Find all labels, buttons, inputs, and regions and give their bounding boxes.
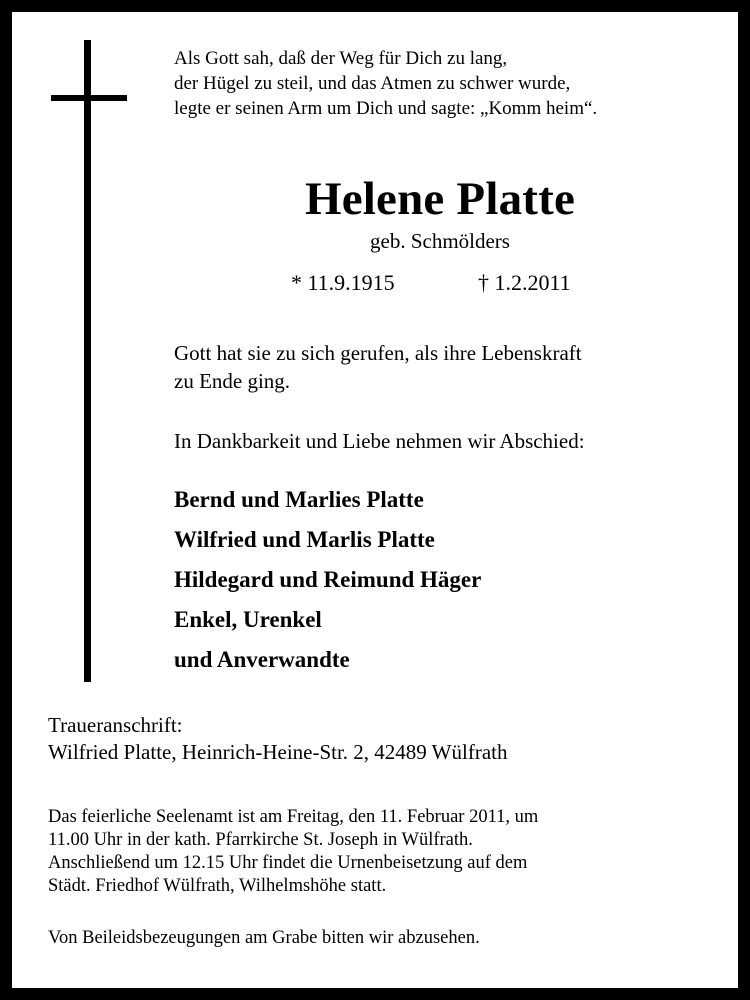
poem <box>174 46 714 121</box>
farewell-line: In Dankbarkeit und Liebe nehmen wir Abschied: <box>174 429 585 453</box>
cross-vertical-bar <box>84 40 91 682</box>
poem-line: legte er seinen Arm um Dich und sagte: „Komm heim“. <box>174 98 598 119</box>
birth-name: geb. Schmölders <box>370 229 510 253</box>
mourners-list <box>174 480 481 680</box>
mourner-entry: und Anverwandte <box>174 647 350 672</box>
service-line: Städt. Friedhof Wülfrath, Wilhelmshöhe statt. <box>48 876 387 896</box>
memorial-message <box>174 339 714 395</box>
mourning-address <box>48 712 507 766</box>
death-date: † 1.2.2011 <box>478 270 571 295</box>
cross-horizontal-bar <box>51 95 127 101</box>
deceased-name: Helene Platte <box>304 173 576 225</box>
mourner-entry: Hildegard und Reimund Häger <box>174 567 482 592</box>
address-value: Wilfried Platte, Heinrich-Heine-Str. 2, 42489 Wülfrath <box>48 740 508 764</box>
service-line: 11.00 Uhr in der kath. Pfarrkirche St. Joseph in Wülfrath. <box>48 830 473 850</box>
birth-date: * 11.9.1915 <box>291 270 395 295</box>
service-line: Anschließend um 12.15 Uhr findet die Urnenbeisetzung auf dem <box>48 853 528 873</box>
closing-note: Von Beileidsbezeugungen am Grabe bitten wir abzusehen. <box>48 928 480 948</box>
mourner-entry: Wilfried und Marlis Platte <box>174 527 435 552</box>
poem-line: der Hügel zu steil, und das Atmen zu schwer wurde, <box>174 73 571 94</box>
poem-line: Als Gott sah, daß der Weg für Dich zu lang, <box>174 48 508 69</box>
mourner-entry: Bernd und Marlies Platte <box>174 487 424 512</box>
message-line: zu Ende ging. <box>174 369 291 393</box>
service-info <box>48 806 688 898</box>
mourner-entry: Enkel, Urenkel <box>174 607 322 632</box>
service-line: Das feierliche Seelenamt ist am Freitag, den 11. Februar 2011, um <box>48 807 539 827</box>
message-line: Gott hat sie zu sich gerufen, als ihre Lebenskraft <box>174 341 582 365</box>
address-label: Traueranschrift: <box>48 713 183 737</box>
